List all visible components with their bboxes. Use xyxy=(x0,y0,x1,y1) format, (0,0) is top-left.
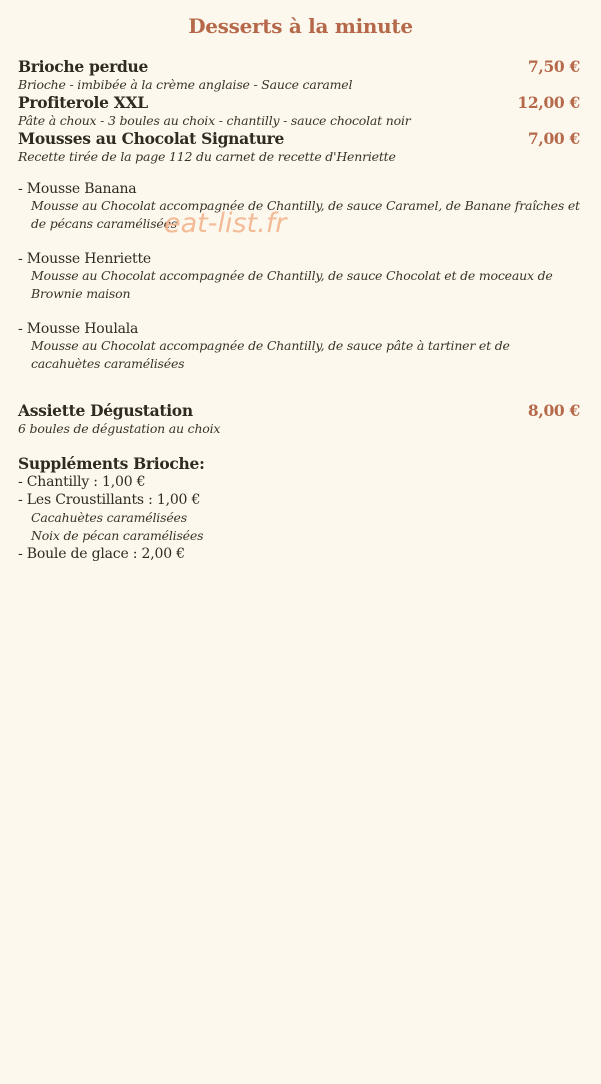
watermark: eat-list.fr xyxy=(164,208,287,239)
variant-description: Mousse au Chocolat accompagnée de Chantilly, de sauce Caramel, de Banane fraîches et de pécans caramélisées xyxy=(31,198,580,231)
supplement-line-chantilly: - Chantilly : 1,00 € xyxy=(18,474,146,490)
item-description: 6 boules de dégustation au choix xyxy=(18,421,221,436)
item-name: Assiette Dégustation xyxy=(18,401,193,420)
menu-item-brioche xyxy=(18,57,580,93)
item-name: Mousses au Chocolat Signature xyxy=(18,129,285,148)
item-price: 8,00 € xyxy=(527,401,580,420)
item-name: Brioche perdue xyxy=(18,57,149,76)
variant-description: Mousse au Chocolat accompagnée de Chantilly, de sauce pâte à tartiner et de cacahuètes caramélisées xyxy=(31,338,510,371)
item-description: Pâte à choux - 3 boules au choix - chantilly - sauce chocolat noir xyxy=(18,113,411,128)
supplement-line-croustillants: - Les Croustillants : 1,00 € xyxy=(18,492,201,508)
item-description: Brioche - imbibée à la crème anglaise - Sauce caramel xyxy=(18,77,353,92)
mousse-variant-houlala xyxy=(18,321,580,372)
supplements-title: Suppléments Brioche: xyxy=(18,454,205,473)
mousse-variant-henriette xyxy=(18,251,580,302)
menu-item-assiette xyxy=(18,401,580,437)
menu-item-mousses xyxy=(18,129,580,165)
item-description: Recette tirée de la page 112 du carnet de recette d'Henriette xyxy=(18,149,396,164)
item-price: 12,00 € xyxy=(517,93,580,112)
supplement-note: Cacahuètes caramélisées xyxy=(31,510,187,525)
variant-name: - Mousse Houlala xyxy=(18,321,139,337)
item-price: 7,50 € xyxy=(527,57,580,76)
menu-item-profiterole xyxy=(18,93,580,129)
variant-name: - Mousse Banana xyxy=(18,181,137,197)
mousse-variant-banana xyxy=(18,181,580,232)
variant-description: Mousse au Chocolat accompagnée de Chantilly, de sauce Chocolat et de moceaux de Brownie maison xyxy=(31,268,553,301)
variant-name: - Mousse Henriette xyxy=(18,251,151,267)
menu-title: Desserts à la minute xyxy=(188,14,413,38)
item-price: 7,00 € xyxy=(527,129,580,148)
item-name: Profiterole XXL xyxy=(18,93,148,112)
supplement-line-glace: - Boule de glace : 2,00 € xyxy=(18,546,185,562)
supplement-note: Noix de pécan caramélisées xyxy=(31,528,204,543)
